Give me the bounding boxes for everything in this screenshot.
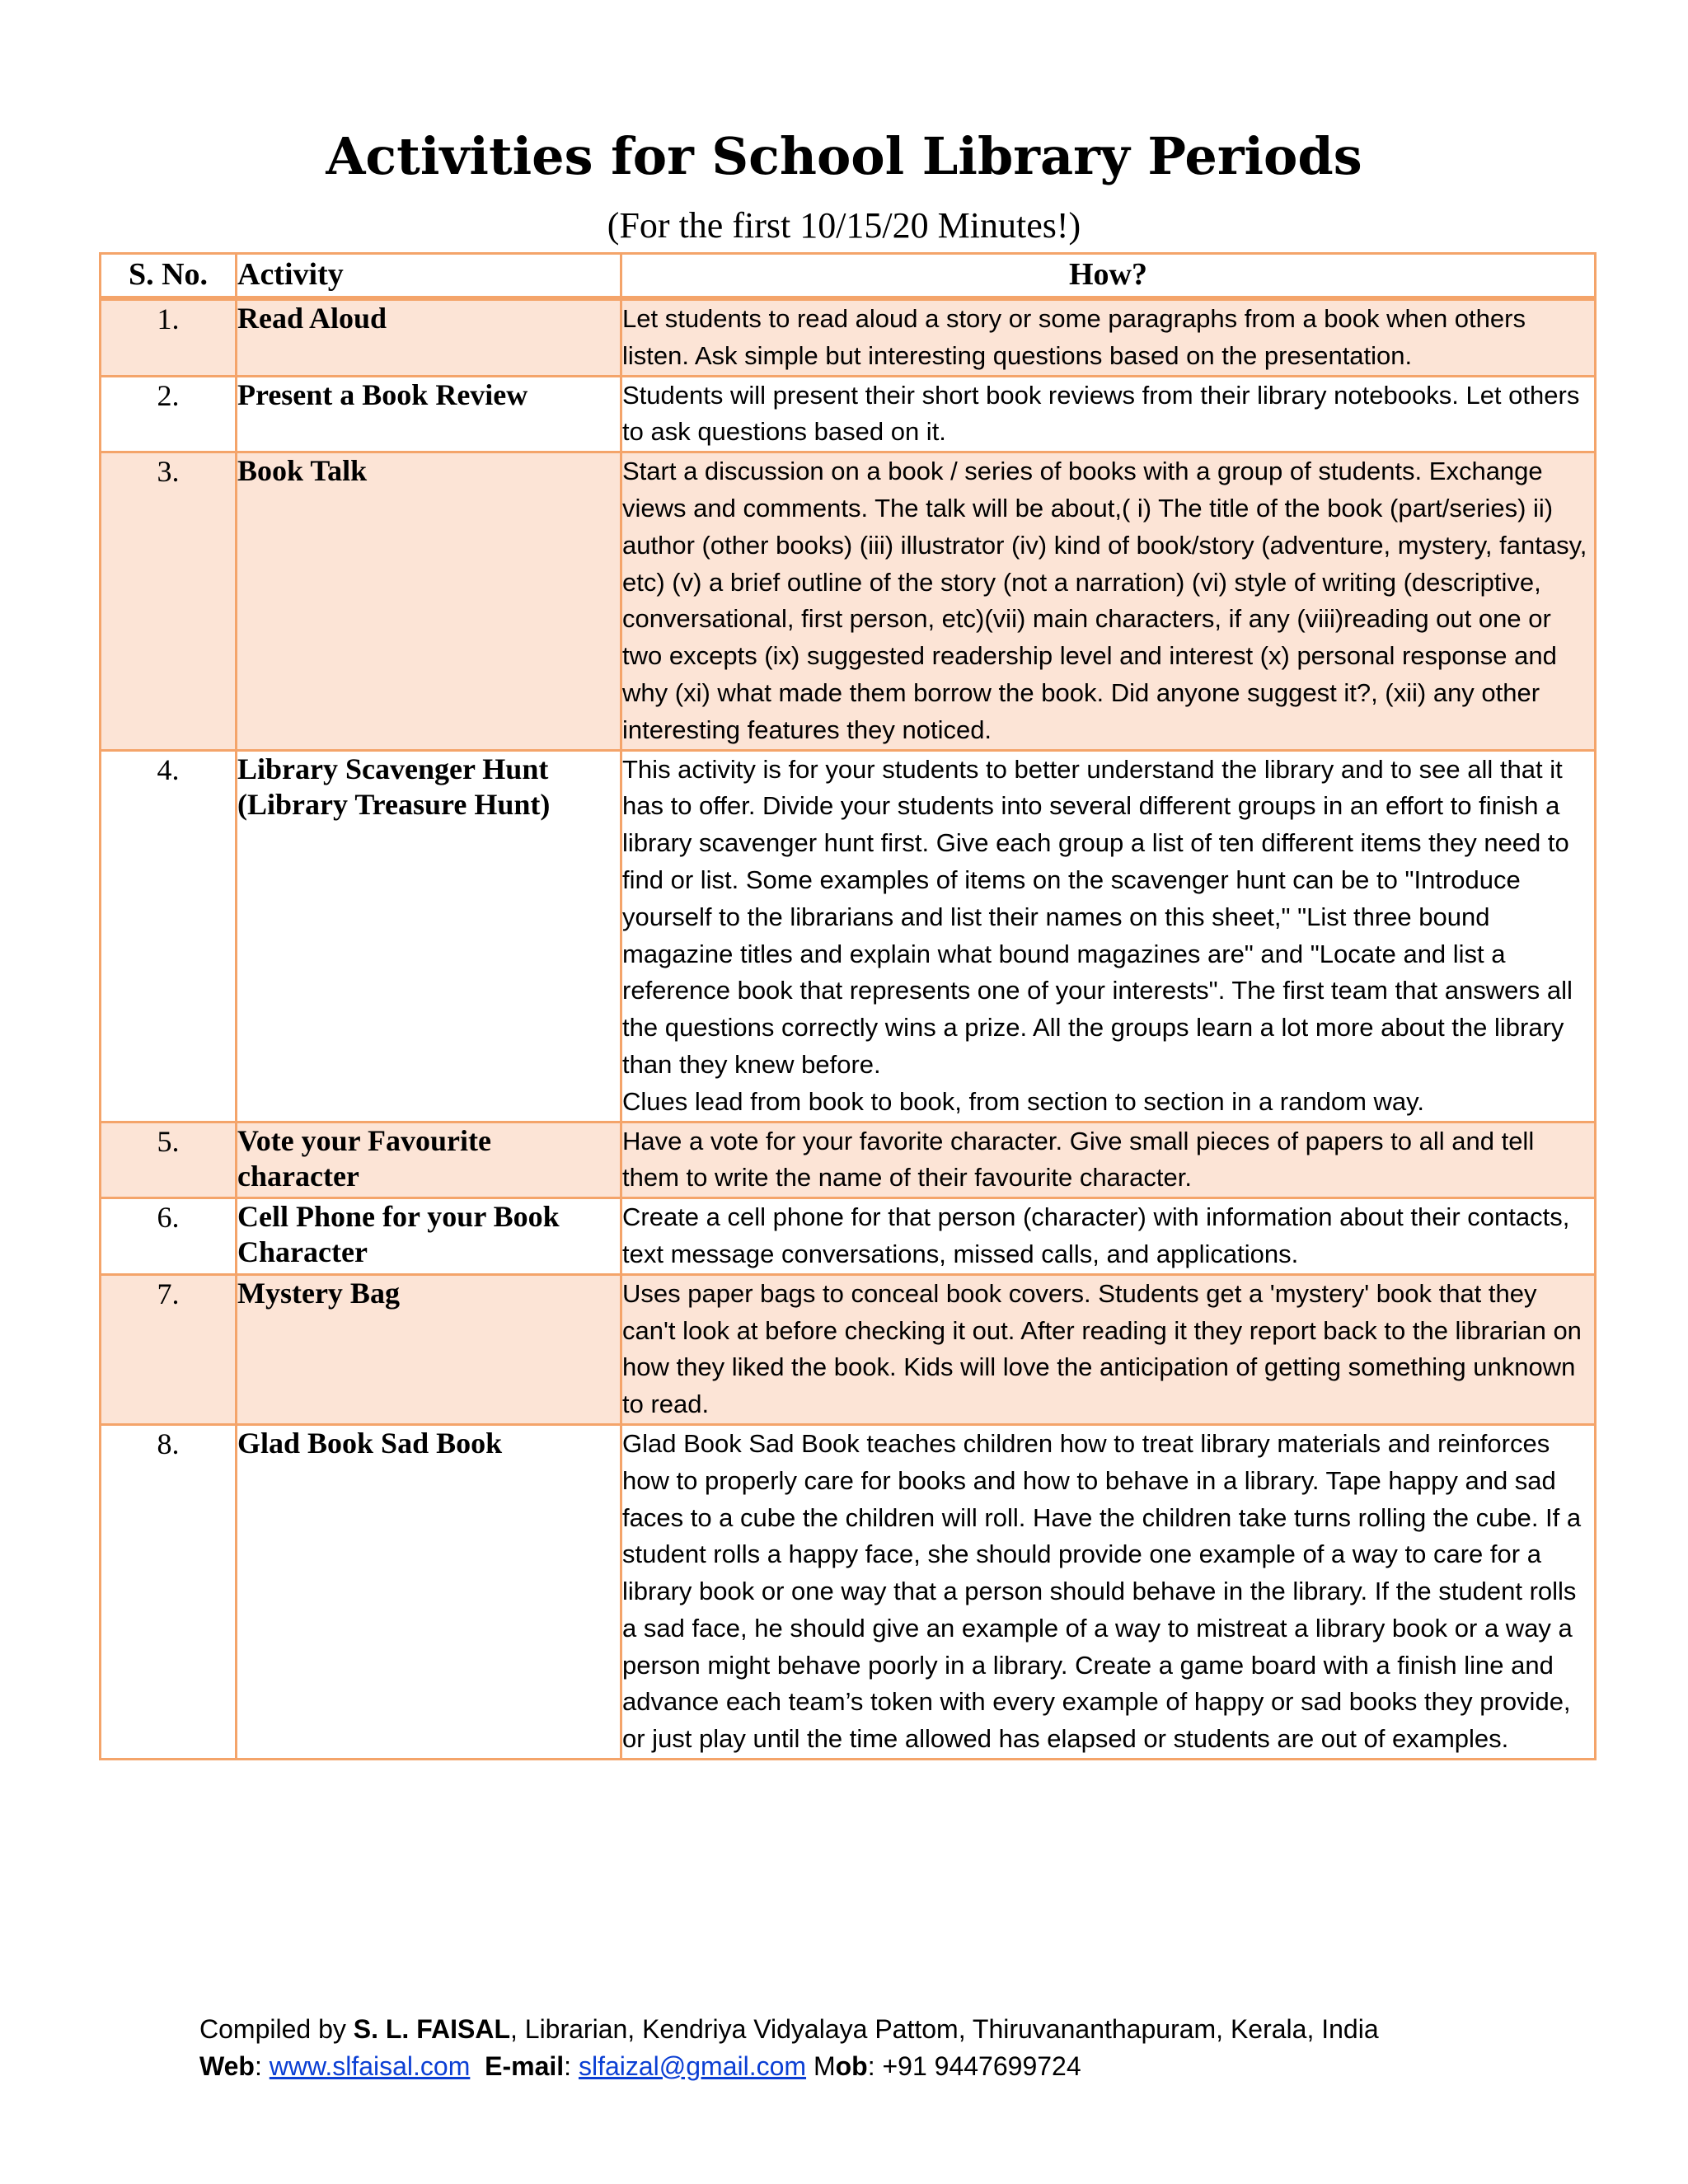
website-link[interactable]: www.slfaisal.com bbox=[269, 2051, 471, 2081]
table-row bbox=[101, 1122, 1596, 1198]
table-header-row bbox=[101, 254, 1596, 299]
header-how: How? bbox=[621, 254, 1596, 299]
email-separator: : bbox=[564, 2051, 579, 2081]
web-label: Web bbox=[199, 2051, 255, 2081]
web-separator: : bbox=[254, 2051, 270, 2081]
row-sno: 5. bbox=[101, 1122, 237, 1198]
row-activity: Library Scavenger Hunt (Library Treasure Hunt) bbox=[237, 750, 621, 1122]
mobile-number: : +91 9447699724 bbox=[867, 2051, 1081, 2081]
row-sno: 6. bbox=[101, 1198, 237, 1275]
row-activity: Cell Phone for your Book Character bbox=[237, 1198, 621, 1275]
row-sno: 4. bbox=[101, 750, 237, 1122]
author-name: S. L. FAISAL bbox=[353, 2014, 510, 2044]
footer bbox=[199, 2011, 1379, 2085]
activities-table bbox=[99, 252, 1597, 1760]
row-sno: 8. bbox=[101, 1424, 237, 1759]
mobile-label-prefix: M bbox=[806, 2051, 836, 2081]
row-activity: Book Talk bbox=[237, 452, 621, 750]
row-activity: Present a Book Review bbox=[237, 376, 621, 452]
row-activity: Mystery Bag bbox=[237, 1274, 621, 1424]
row-how: Uses paper bags to conceal book covers. Students get a 'mystery' book that they can't look at before checking it out. After reading it they report back to the librarian on how they liked the book. Kids will love the anticipation of getting something unknown to read. bbox=[621, 1274, 1596, 1424]
row-sno: 2. bbox=[101, 376, 237, 452]
mobile-label-suffix: ob bbox=[835, 2051, 868, 2081]
row-activity: Read Aloud bbox=[237, 298, 621, 376]
table-row bbox=[101, 452, 1596, 750]
table-row bbox=[101, 376, 1596, 452]
document-subtitle: (For the first 10/15/20 Minutes!) bbox=[607, 205, 1081, 246]
table-row bbox=[101, 298, 1596, 376]
header-sno: S. No. bbox=[101, 254, 237, 299]
table-row bbox=[101, 750, 1596, 1122]
header-activity: Activity bbox=[237, 254, 621, 299]
row-activity: Glad Book Sad Book bbox=[237, 1424, 621, 1759]
table-row bbox=[101, 1198, 1596, 1275]
row-sno: 1. bbox=[101, 298, 237, 376]
row-how: Let students to read aloud a story or some paragraphs from a book when others listen. Ask simple but interesting questions based on the presentation. bbox=[621, 298, 1596, 376]
row-how: Students will present their short book reviews from their library notebooks. Let others to ask questions based on it. bbox=[621, 376, 1596, 452]
table-row bbox=[101, 1424, 1596, 1759]
document-title: Activities for School Library Periods bbox=[326, 126, 1362, 186]
email-link[interactable]: slfaizal@gmail.com bbox=[578, 2051, 807, 2081]
row-how: Create a cell phone for that person (character) with information about their contacts, text message conversations, missed calls, and applications. bbox=[621, 1198, 1596, 1275]
compiled-details: , Librarian, Kendriya Vidyalaya Pattom, Thiruvananthapuram, Kerala, India bbox=[509, 2014, 1379, 2044]
footer-contact-line bbox=[199, 2048, 1379, 2085]
row-sno: 7. bbox=[101, 1274, 237, 1424]
row-how: Glad Book Sad Book teaches children how to treat library materials and reinforces how to properly care for books and how to behave in a library. Tape happy and sad faces to a cube the children will roll. Have the children take turns rolling the cube. If a student rolls a happy face, she should provide one example of a way to care for a library book or one way that a person should behave in the library. If the student rolls a sad face, he should give an example of a way to mistreat a library book or a way a person might behave poorly in a library. Create a game board with a finish line and advance each team’s token with every example of happy or sad books they provide, or just play until the time allowed has elapsed or students are out of examples. bbox=[621, 1424, 1596, 1759]
footer-credit-line bbox=[199, 2011, 1379, 2048]
row-sno: 3. bbox=[101, 452, 237, 750]
row-how: This activity is for your students to better understand the library and to see all that it has to offer. Divide your students into several different groups in an effort to finish a library scavenger hunt first. Give each group a list of ten different items they need to find or list. Some examples of items on the scavenger hunt can be to "Introduce yourself to the librarians and list their names on this sheet," "List three bound magazine titles and explain what bound magazines are" and "Locate and list a reference book that represents one of your interests". The first team that answers all the questions correctly wins a prize. All the groups learn a lot more about the library than they knew before. Clues lead from book to book, from section to section in a random way. bbox=[621, 750, 1596, 1122]
row-how: Start a discussion on a book / series of books with a group of students. Exchange views and comments. The talk will be about,( i) The title of the book (part/series) ii) author (other books) (iii) illustrator (iv) kind of book/story (adventure, mystery, fantasy, etc) (v) a brief outline of the story (not a narration) (vi) style of writing (descriptive, conversational, first person, etc)(vii) main characters, if any (viii)reading out one or two excepts (ix) suggested readership level and interest (x) personal response and why (xi) what made them borrow the book. Did anyone suggest it?, (xii) any other interesting features they noticed. bbox=[621, 452, 1596, 750]
row-activity: Vote your Favourite character bbox=[237, 1122, 621, 1198]
compiled-prefix: Compiled by bbox=[199, 2014, 354, 2044]
email-label: E-mail bbox=[485, 2051, 565, 2081]
row-how: Have a vote for your favorite character. Give small pieces of papers to all and tell them to write the name of their favourite character. bbox=[621, 1122, 1596, 1198]
table-row bbox=[101, 1274, 1596, 1424]
